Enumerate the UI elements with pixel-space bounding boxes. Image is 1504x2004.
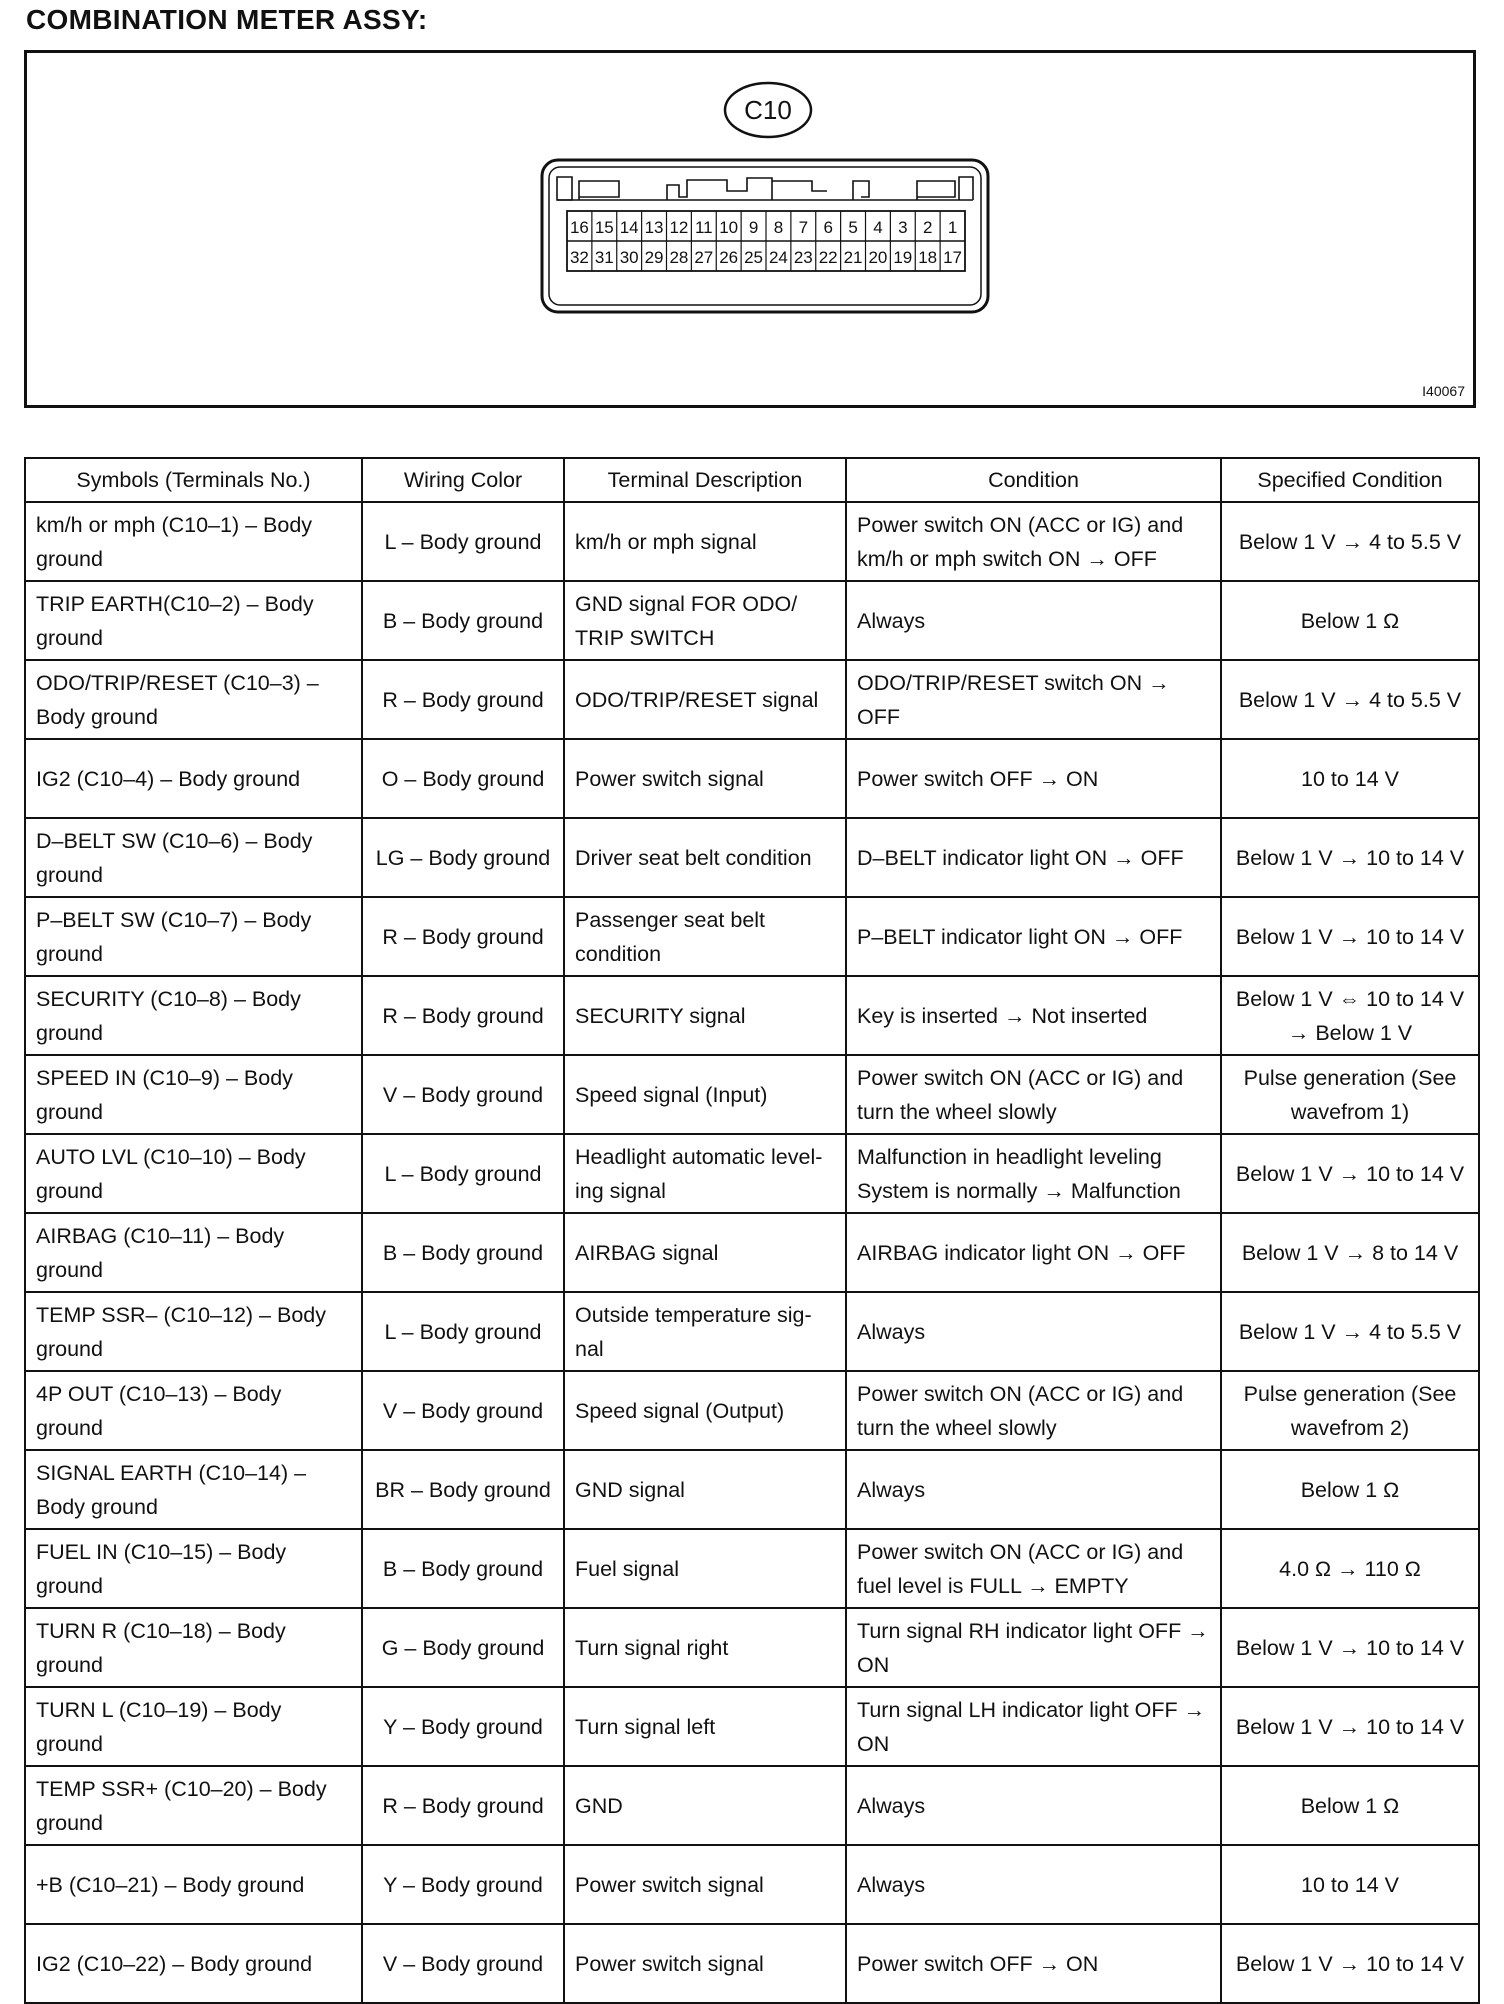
- symbol-cell: SECURITY (C10–8) – Body ground: [25, 976, 362, 1055]
- header-symbols: Symbols (Terminals No.): [25, 458, 362, 502]
- symbol-cell: TURN R (C10–18) – Body ground: [25, 1608, 362, 1687]
- table-row: [25, 1608, 1479, 1687]
- symbol-cell: TEMP SSR+ (C10–20) – Body ground: [25, 1766, 362, 1845]
- wiring-color-cell: G – Body ground: [362, 1608, 564, 1687]
- symbol-cell: IG2 (C10–4) – Body ground: [25, 739, 362, 818]
- symbol-cell: AUTO LVL (C10–10) – Body ground: [25, 1134, 362, 1213]
- pin-number: 9: [748, 218, 759, 237]
- connector-latch-ramp: [772, 181, 827, 191]
- specified-condition-cell: Below 1 V → 10 to 14 V: [1221, 1687, 1479, 1766]
- pin-number: 3: [898, 218, 908, 237]
- table-header-row: [25, 458, 1479, 502]
- pin-number: 30: [619, 248, 639, 267]
- wiring-color-cell: V – Body ground: [362, 1924, 564, 2003]
- terminal-description-cell: Headlight automatic level-ing signal: [564, 1134, 846, 1213]
- condition-cell: Always: [846, 581, 1221, 660]
- connector-latch: [667, 178, 772, 200]
- wiring-color-cell: L – Body ground: [362, 502, 564, 581]
- terminal-description-cell: Power switch signal: [564, 1845, 846, 1924]
- table-row: [25, 1213, 1479, 1292]
- terminal-description-cell: Outside temperature sig-nal: [564, 1292, 846, 1371]
- specified-condition-cell: Below 1 V → 10 to 14 V: [1221, 1134, 1479, 1213]
- pin-number: 1: [947, 218, 958, 237]
- wiring-color-cell: R – Body ground: [362, 1766, 564, 1845]
- header-wiring-color: Wiring Color: [362, 458, 564, 502]
- table-row: [25, 976, 1479, 1055]
- terminal-description-cell: km/h or mph signal: [564, 502, 846, 581]
- specified-condition-cell: Below 1 V → 4 to 5.5 V: [1221, 502, 1479, 581]
- wiring-color-cell: L – Body ground: [362, 1292, 564, 1371]
- table-body: [25, 502, 1479, 2003]
- table-row: [25, 818, 1479, 897]
- specified-condition-cell: Below 1 V → 4 to 5.5 V: [1221, 1292, 1479, 1371]
- table-row: [25, 1687, 1479, 1766]
- pin-number: 29: [644, 248, 664, 267]
- condition-cell: Key is inserted → Not inserted: [846, 976, 1221, 1055]
- condition-cell: Always: [846, 1766, 1221, 1845]
- symbol-cell: AIRBAG (C10–11) – Body ground: [25, 1213, 362, 1292]
- figure-id: I40067: [1422, 383, 1465, 399]
- terminal-description-cell: AIRBAG signal: [564, 1213, 846, 1292]
- terminal-description-cell: Driver seat belt condition: [564, 818, 846, 897]
- wiring-color-cell: Y – Body ground: [362, 1845, 564, 1924]
- condition-cell: Power switch OFF → ON: [846, 1924, 1221, 2003]
- pin-number: 15: [594, 218, 614, 237]
- table-row: [25, 739, 1479, 818]
- symbol-cell: TURN L (C10–19) – Body ground: [25, 1687, 362, 1766]
- wiring-color-cell: Y – Body ground: [362, 1687, 564, 1766]
- wiring-color-cell: B – Body ground: [362, 1213, 564, 1292]
- table-row: [25, 660, 1479, 739]
- specified-condition-cell: Below 1 V → 10 to 14 V: [1221, 897, 1479, 976]
- symbol-cell: SPEED IN (C10–9) – Body ground: [25, 1055, 362, 1134]
- pin-number: 20: [868, 248, 888, 267]
- specified-condition-cell: Below 1 V → 10 to 14 V: [1221, 1608, 1479, 1687]
- wiring-color-cell: R – Body ground: [362, 897, 564, 976]
- header-specified-condition: Specified Condition: [1221, 458, 1479, 502]
- pin-number: 22: [818, 248, 838, 267]
- terminal-description-cell: GND signal: [564, 1450, 846, 1529]
- symbol-cell: ODO/TRIP/RESET (C10–3) – Body ground: [25, 660, 362, 739]
- specified-condition-cell: Below 1 V → 10 to 14 V: [1221, 1924, 1479, 2003]
- condition-cell: P–BELT indicator light ON → OFF: [846, 897, 1221, 976]
- pin-number: 10: [719, 218, 739, 237]
- terminal-table: [24, 457, 1480, 2004]
- table-row: [25, 1292, 1479, 1371]
- symbol-cell: TRIP EARTH(C10–2) – Body ground: [25, 581, 362, 660]
- pin-number: 28: [669, 248, 689, 267]
- pin-number: 14: [619, 218, 639, 237]
- pin-number: 25: [744, 248, 764, 267]
- pin-number: 17: [943, 248, 963, 267]
- terminal-description-cell: Turn signal right: [564, 1608, 846, 1687]
- condition-cell: Malfunction in headlight leveling System is normally → Malfunction: [846, 1134, 1221, 1213]
- condition-cell: Turn signal RH indicator light OFF → ON: [846, 1608, 1221, 1687]
- connector-label: C10: [744, 95, 792, 125]
- symbol-cell: D–BELT SW (C10–6) – Body ground: [25, 818, 362, 897]
- page-title: COMBINATION METER ASSY:: [26, 4, 428, 35]
- header-condition: Condition: [846, 458, 1221, 502]
- terminal-description-cell: Fuel signal: [564, 1529, 846, 1608]
- connector-key-left: [557, 177, 619, 200]
- table-row: [25, 1845, 1479, 1924]
- pins-top-row: [570, 218, 957, 237]
- specified-condition-cell: Pulse generation (See wavefrom 1): [1221, 1055, 1479, 1134]
- table-row: [25, 1055, 1479, 1134]
- terminal-description-cell: Turn signal left: [564, 1687, 846, 1766]
- table-row: [25, 502, 1479, 581]
- symbol-cell: 4P OUT (C10–13) – Body ground: [25, 1371, 362, 1450]
- condition-cell: Always: [846, 1292, 1221, 1371]
- pin-number: 4: [873, 218, 883, 237]
- wiring-color-cell: R – Body ground: [362, 660, 564, 739]
- specified-condition-cell: 4.0 Ω → 110 Ω: [1221, 1529, 1479, 1608]
- pin-number: 7: [798, 218, 809, 237]
- pin-number: 23: [793, 248, 813, 267]
- pin-number: 19: [893, 248, 913, 267]
- specified-condition-cell: Below 1 V → 4 to 5.5 V: [1221, 660, 1479, 739]
- condition-cell: AIRBAG indicator light ON → OFF: [846, 1213, 1221, 1292]
- symbol-cell: +B (C10–21) – Body ground: [25, 1845, 362, 1924]
- condition-cell: Always: [846, 1845, 1221, 1924]
- condition-cell: Power switch OFF → ON: [846, 739, 1221, 818]
- table-row: [25, 1766, 1479, 1845]
- symbol-cell: FUEL IN (C10–15) – Body ground: [25, 1529, 362, 1608]
- pin-number: 2: [922, 218, 933, 237]
- specified-condition-cell: Below 1 Ω: [1221, 1450, 1479, 1529]
- specified-condition-cell: Below 1 Ω: [1221, 581, 1479, 660]
- terminal-description-cell: ODO/TRIP/RESET signal: [564, 660, 846, 739]
- table-row: [25, 581, 1479, 660]
- pin-number: 27: [694, 248, 714, 267]
- condition-cell: Power switch ON (ACC or IG) and km/h or mph switch ON → OFF: [846, 502, 1221, 581]
- table-row: [25, 1134, 1479, 1213]
- condition-cell: ODO/TRIP/RESET switch ON → OFF: [846, 660, 1221, 739]
- pin-number: 18: [918, 248, 938, 267]
- pin-number: 6: [823, 218, 833, 237]
- wiring-color-cell: BR – Body ground: [362, 1450, 564, 1529]
- specified-condition-cell: 10 to 14 V: [1221, 739, 1479, 818]
- symbol-cell: SIGNAL EARTH (C10–14) – Body ground: [25, 1450, 362, 1529]
- pin-number: 32: [569, 248, 589, 267]
- table-row: [25, 1924, 1479, 2003]
- connector-drawing: [27, 53, 1473, 405]
- terminal-description-cell: GND signal FOR ODO/ TRIP SWITCH: [564, 581, 846, 660]
- terminal-description-cell: SECURITY signal: [564, 976, 846, 1055]
- connector-key-mid-right: [853, 181, 869, 200]
- specified-condition-cell: Below 1 Ω: [1221, 1766, 1479, 1845]
- specified-condition-cell: Below 1 V → 10 to 14 V: [1221, 818, 1479, 897]
- specified-condition-cell: Below 1 V ⇔ 10 to 14 V → Below 1 V: [1221, 976, 1479, 1055]
- terminal-description-cell: Speed signal (Input): [564, 1055, 846, 1134]
- wiring-color-cell: LG – Body ground: [362, 818, 564, 897]
- terminal-description-cell: Power switch signal: [564, 1924, 846, 2003]
- condition-cell: D–BELT indicator light ON → OFF: [846, 818, 1221, 897]
- pin-number: 21: [843, 248, 863, 267]
- symbol-cell: P–BELT SW (C10–7) – Body ground: [25, 897, 362, 976]
- terminal-description-cell: Power switch signal: [564, 739, 846, 818]
- wiring-color-cell: B – Body ground: [362, 581, 564, 660]
- pin-number: 24: [768, 248, 788, 267]
- terminal-description-cell: Passenger seat belt condition: [564, 897, 846, 976]
- wiring-color-cell: V – Body ground: [362, 1371, 564, 1450]
- pin-number: 31: [594, 248, 614, 267]
- specified-condition-cell: Pulse generation (See wavefrom 2): [1221, 1371, 1479, 1450]
- pin-number: 11: [694, 218, 713, 237]
- specified-condition-cell: Below 1 V → 8 to 14 V: [1221, 1213, 1479, 1292]
- table-row: [25, 897, 1479, 976]
- specified-condition-cell: 10 to 14 V: [1221, 1845, 1479, 1924]
- wiring-color-cell: R – Body ground: [362, 976, 564, 1055]
- symbol-cell: IG2 (C10–22) – Body ground: [25, 1924, 362, 2003]
- symbol-cell: TEMP SSR– (C10–12) – Body ground: [25, 1292, 362, 1371]
- wiring-color-cell: B – Body ground: [362, 1529, 564, 1608]
- pin-number: 13: [644, 218, 664, 237]
- wiring-color-cell: O – Body ground: [362, 739, 564, 818]
- condition-cell: Power switch ON (ACC or IG) and turn the wheel slowly: [846, 1055, 1221, 1134]
- terminal-description-cell: GND: [564, 1766, 846, 1845]
- connector-diagram: [24, 50, 1476, 408]
- condition-cell: Power switch ON (ACC or IG) and fuel level is FULL → EMPTY: [846, 1529, 1221, 1608]
- condition-cell: Power switch ON (ACC or IG) and turn the wheel slowly: [846, 1371, 1221, 1450]
- wiring-color-cell: V – Body ground: [362, 1055, 564, 1134]
- pin-number: 5: [848, 218, 858, 237]
- connector-key-right: [917, 177, 973, 200]
- condition-cell: Always: [846, 1450, 1221, 1529]
- table-row: [25, 1450, 1479, 1529]
- wiring-color-cell: L – Body ground: [362, 1134, 564, 1213]
- pin-number: 16: [569, 218, 589, 237]
- condition-cell: Turn signal LH indicator light OFF → ON: [846, 1687, 1221, 1766]
- table-row: [25, 1529, 1479, 1608]
- terminal-description-cell: Speed signal (Output): [564, 1371, 846, 1450]
- header-terminal-description: Terminal Description: [564, 458, 846, 502]
- symbol-cell: km/h or mph (C10–1) – Body ground: [25, 502, 362, 581]
- table-row: [25, 1371, 1479, 1450]
- pin-number: 26: [719, 248, 739, 267]
- pin-number: 8: [773, 218, 784, 237]
- pin-number: 12: [669, 218, 689, 237]
